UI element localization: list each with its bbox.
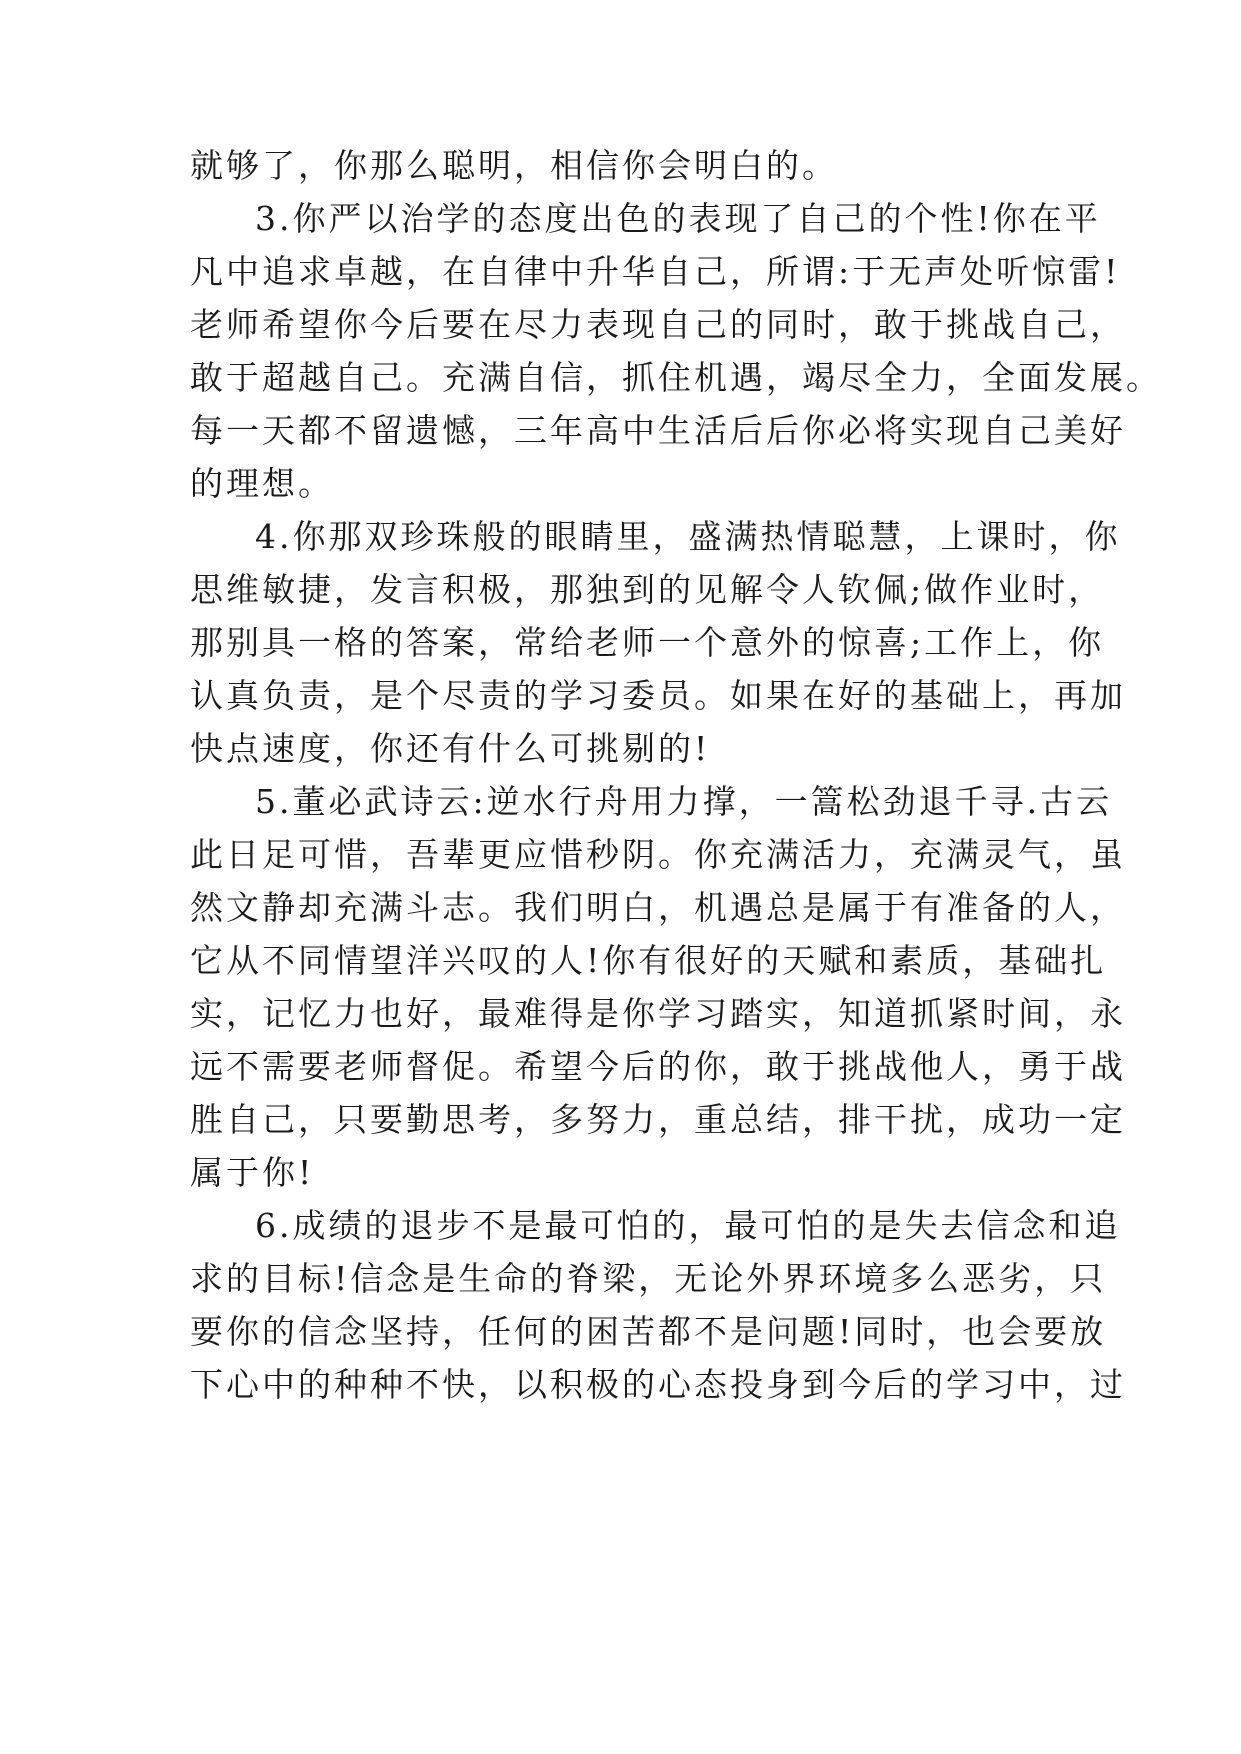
text-line: 属于你! (190, 1153, 315, 1192)
text-line: 5.董必武诗云:逆水行舟用力撑，一篙松劲退千寻.古云 (255, 782, 1113, 821)
text-line: 4.你那双珍珠般的眼睛里，盛满热情聪慧，上课时，你 (255, 517, 1121, 556)
text-line: 胜自己，只要勤思考，多努力，重总结，排干扰，成功一定 (190, 1100, 1126, 1139)
text-line: 3.你严以治学的态度出色的表现了自己的个性!你在平 (255, 199, 1101, 238)
text-line: 每一天都不留遗憾，三年高中生活后后你必将实现自己美好 (190, 411, 1126, 450)
text-line: 然文静却充满斗志。我们明白，机遇总是属于有准备的人， (190, 888, 1126, 927)
text-line: 老师希望你今后要在尽力表现自己的同时，敢于挑战自己， (190, 305, 1126, 344)
text-line: 凡中追求卓越，在自律中升华自己，所谓:于无声处听惊雷! (190, 252, 1121, 291)
text-line: 求的目标!信念是生命的脊梁，无论外界环境多么恶劣，只 (190, 1259, 1107, 1298)
text-line: 实，记忆力也好，最难得是你学习踏实，知道抓紧时间，永 (190, 994, 1126, 1033)
text-line: 要你的信念坚持，任何的困苦都不是问题!同时，也会要放 (190, 1312, 1107, 1351)
text-line: 那别具一格的答案，常给老师一个意外的惊喜;工作上，你 (190, 623, 1105, 662)
text-line: 思维敏捷，发言积极，那独到的见解令人钦佩;做作业时， (190, 570, 1105, 609)
text-line: 认真负责，是个尽责的学习委员。如果在好的基础上，再加 (190, 676, 1126, 715)
text-line: 快点速度，你还有什么可挑剔的! (190, 729, 711, 768)
text-line: 敢于超越自己。充满自信，抓住机遇，竭尽全力，全面发展。 (190, 358, 1162, 397)
text-line: 下心中的种种不快，以积极的心态投身到今后的学习中，过 (190, 1365, 1126, 1404)
text-line: 6.成绩的退步不是最可怕的，最可怕的是失去信念和追 (255, 1206, 1121, 1245)
text-line: 此日足可惜，吾辈更应惜秒阴。你充满活力，充满灵气，虽 (190, 835, 1126, 874)
text-line: 就够了，你那么聪明，相信你会明白的。 (190, 146, 838, 185)
text-line: 的理想。 (190, 464, 334, 503)
text-line: 它从不同情望洋兴叹的人!你有很好的天赋和素质，基础扎 (190, 941, 1107, 980)
text-line: 远不需要老师督促。希望今后的你，敢于挑战他人，勇于战 (190, 1047, 1126, 1086)
